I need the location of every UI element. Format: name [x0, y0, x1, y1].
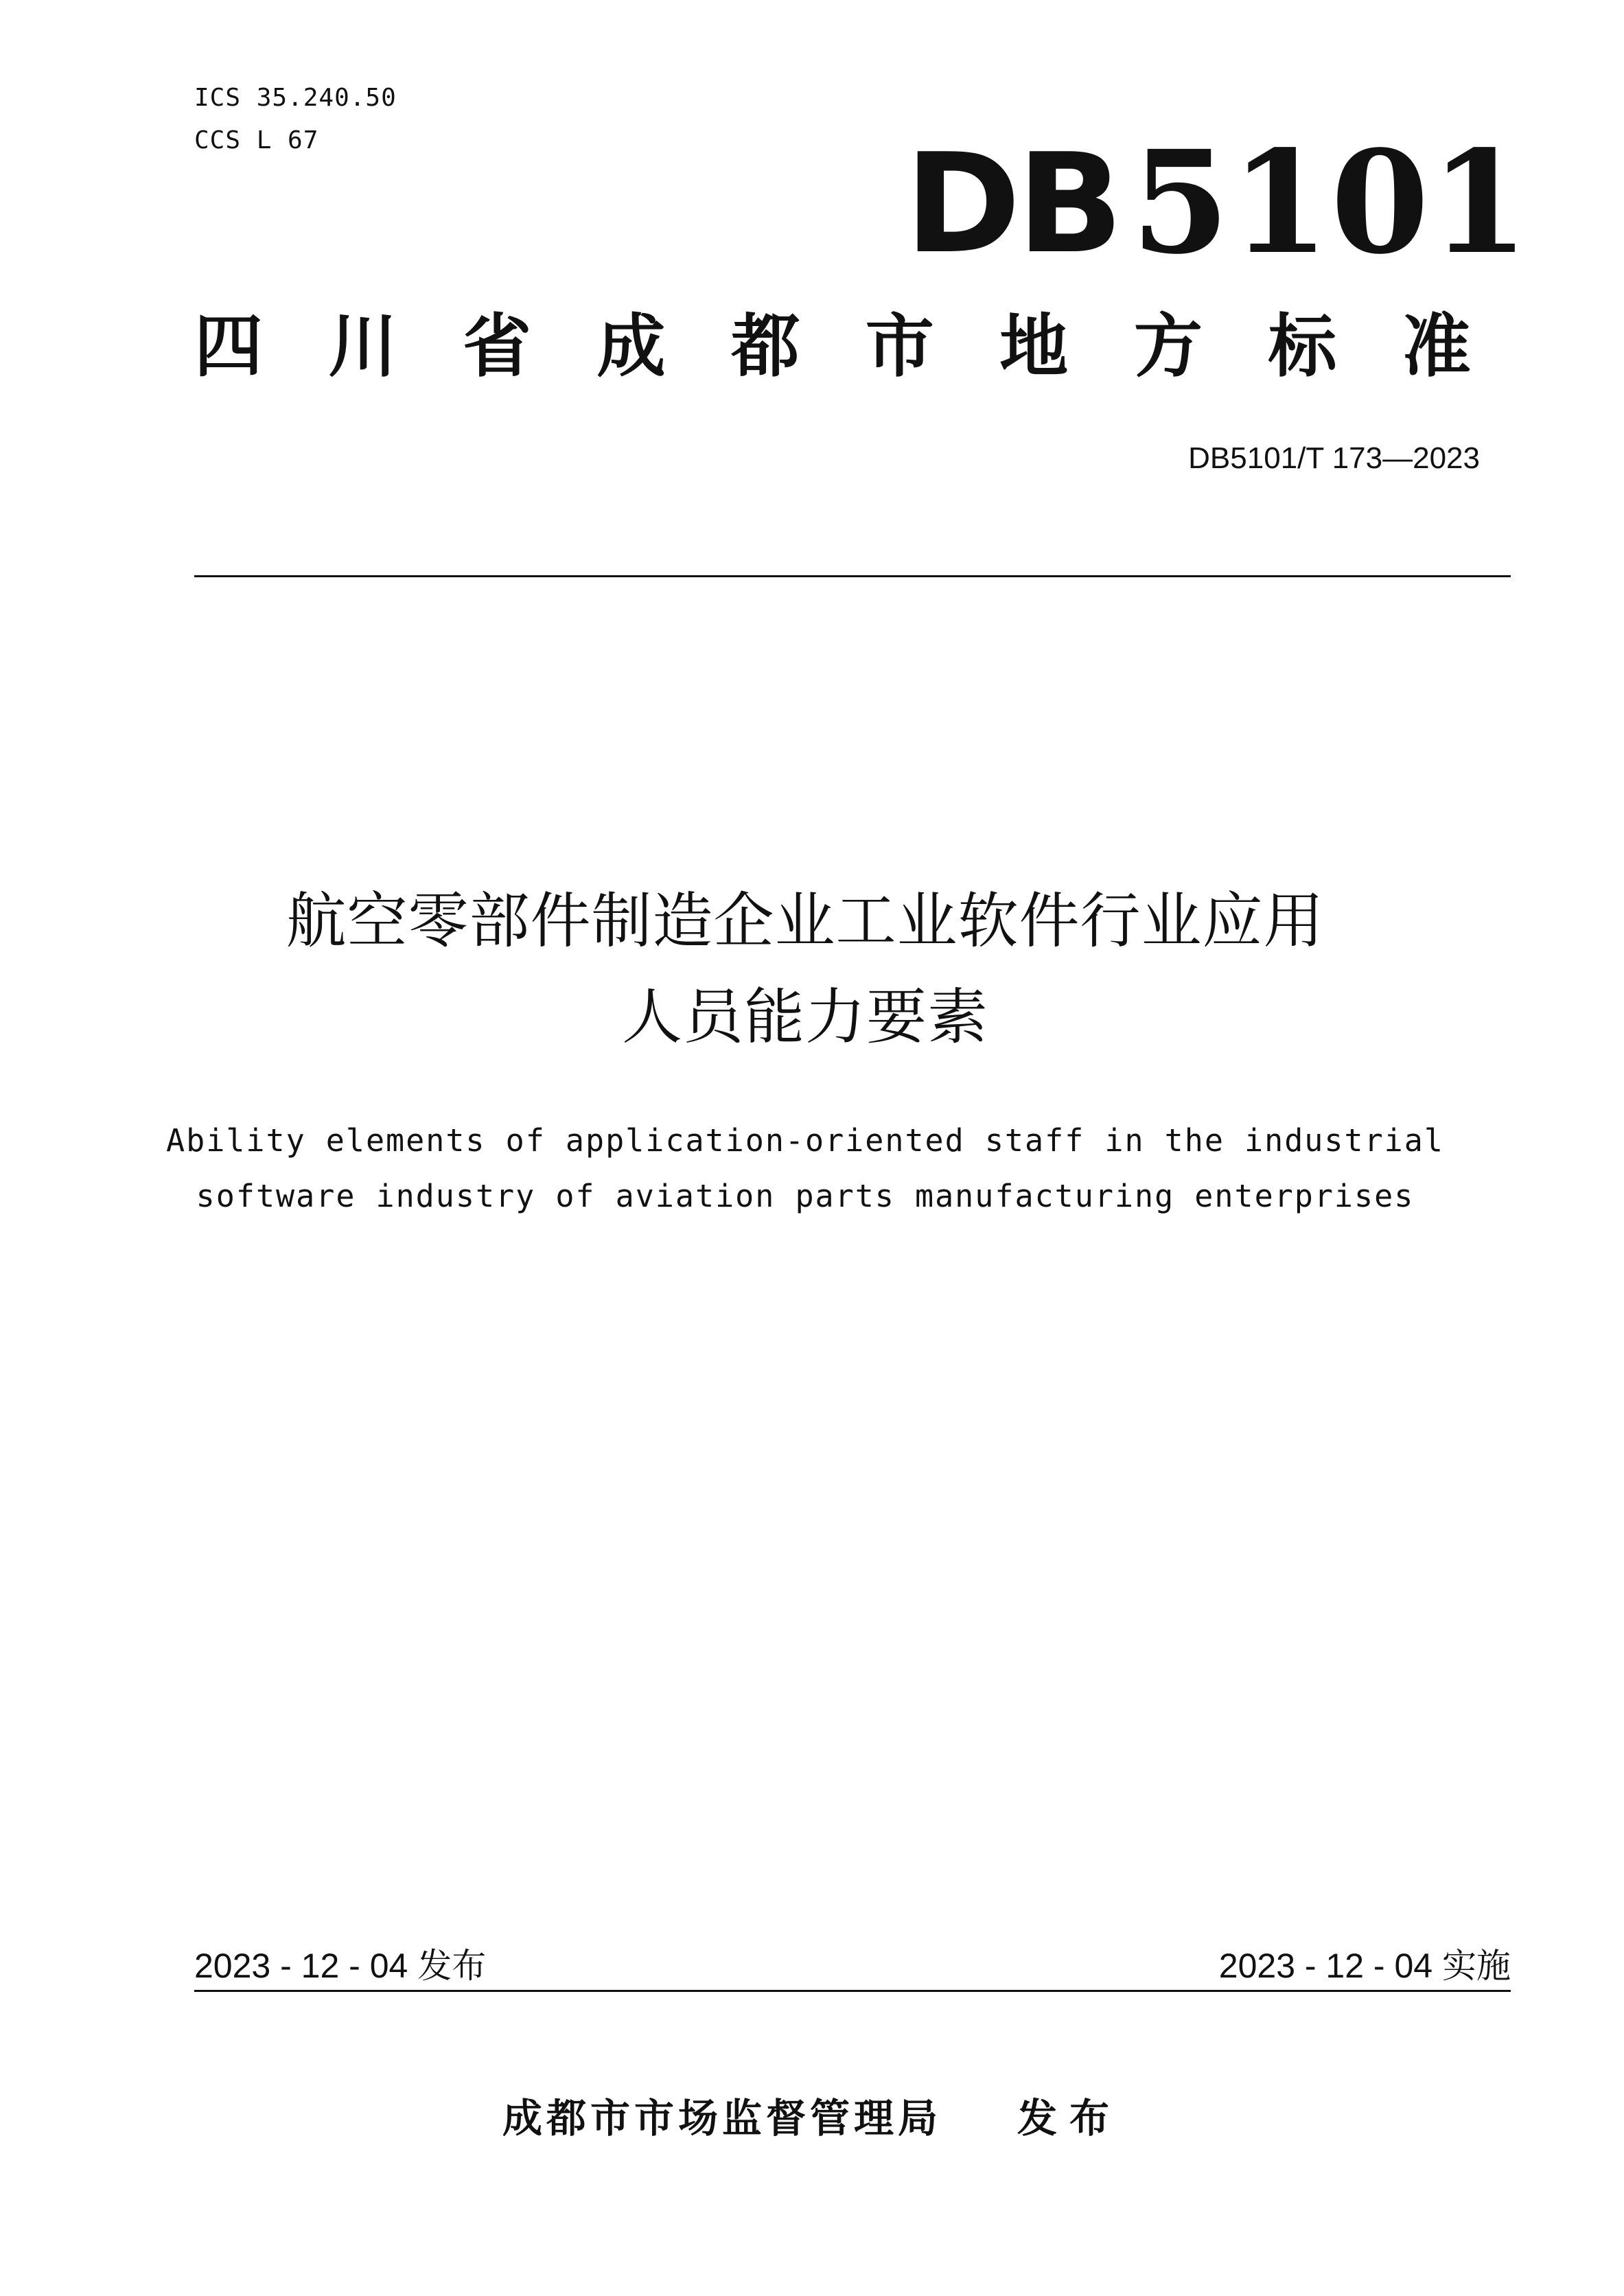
issuing-authority: 成都市市场监督管理局	[502, 2095, 942, 2142]
bottom-divider	[194, 1990, 1511, 1992]
standard-level-char: 四	[194, 306, 263, 386]
top-divider	[194, 575, 1511, 577]
standard-level-char: 标	[1268, 306, 1337, 386]
ics-code: ICS 35.240.50	[194, 84, 397, 112]
title-chinese-line-2: 人员能力要素	[621, 982, 988, 1052]
implementation-date: 2023 - 12 - 04 实施	[1218, 1947, 1511, 1985]
ccs-code: CCS L 67	[194, 126, 319, 154]
standard-level-heading	[194, 305, 1471, 388]
issuer-line	[0, 2094, 1624, 2143]
title-chinese-line-1: 航空零部件制造企业工业软件行业应用	[286, 885, 1325, 956]
title-english-line-2: software industry of aviation parts manufacturing enterprises	[196, 1178, 1415, 1214]
db-standard-mark	[905, 119, 1550, 286]
standard-level-char: 地	[999, 306, 1069, 386]
standard-level-char: 准	[1402, 306, 1471, 386]
standard-number: DB5101/T 173—2023	[1188, 441, 1480, 475]
standard-level-char: 川	[328, 306, 397, 386]
db-letters: DB	[905, 124, 1120, 284]
title-english-line-1: Ability elements of application-oriented staff in the industrial	[166, 1122, 1444, 1159]
standard-level-char: 市	[865, 306, 934, 386]
issue-date: 2023 - 12 - 04 发布	[194, 1947, 487, 1985]
standard-level-char: 成	[596, 306, 666, 386]
issue-action: 发布	[1017, 2095, 1122, 2142]
db-region-code: 5101	[1131, 119, 1531, 286]
standard-level-char: 都	[731, 306, 800, 386]
standard-level-char: 省	[463, 306, 532, 386]
standard-level-char: 方	[1133, 306, 1203, 386]
